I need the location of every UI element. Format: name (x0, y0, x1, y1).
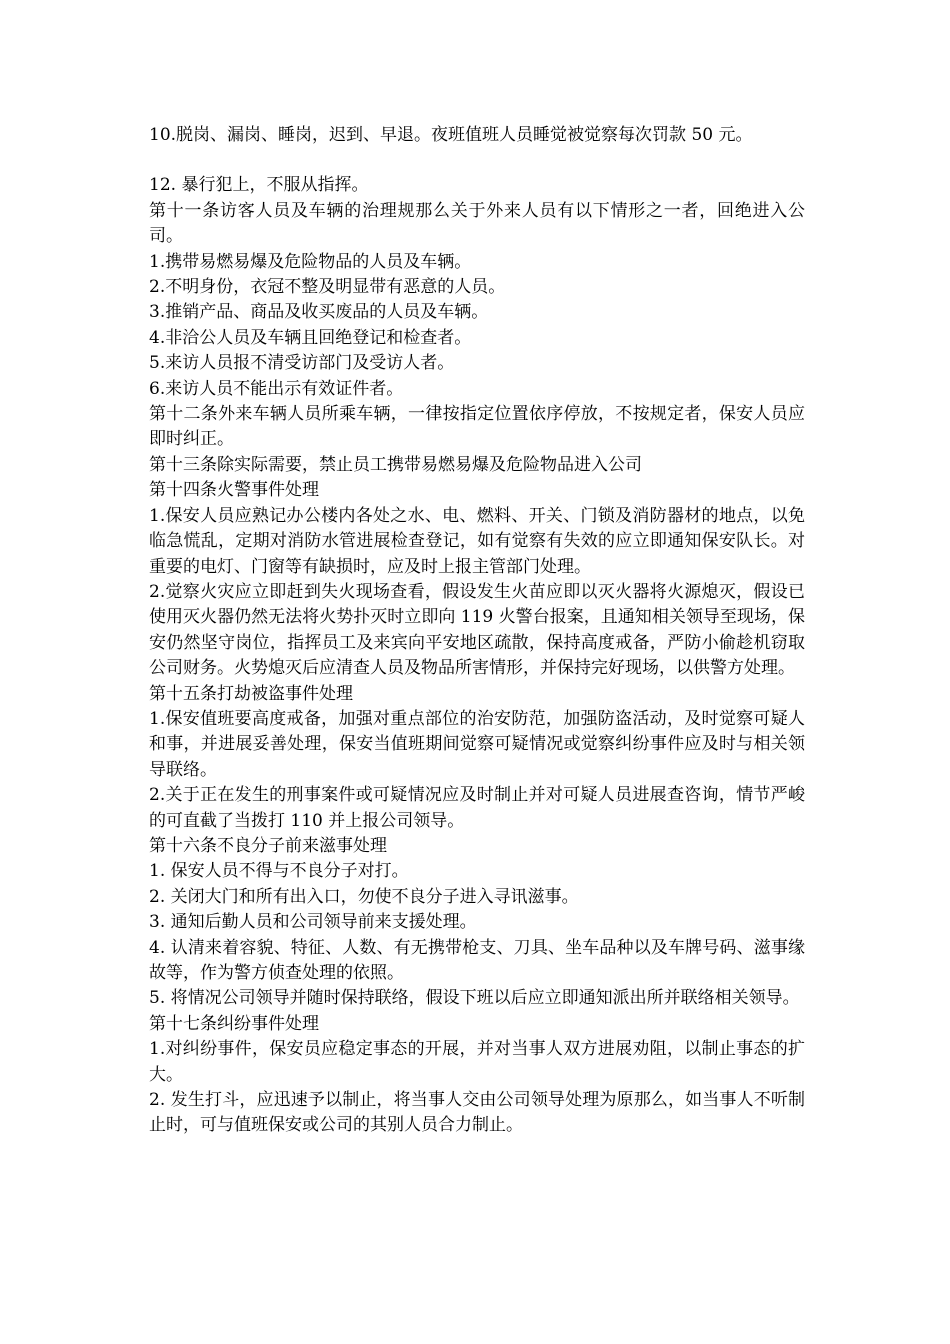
rule-line: 5.来访人员报不清受访部门及受访人者。 (149, 353, 455, 374)
article-heading: 第十五条打劫被盗事件处理 (149, 683, 353, 704)
article-heading: 第十七条纠纷事件处理 (149, 1013, 319, 1034)
rule-line: 1.保安值班要高度戒备，加强对重点部位的治安防范，加强防盗活动，及时觉察可疑人和事，并进展妥善处理，保安当值班期间觉察可疑情况或觉察纠纷事件应及时与相关领导联络。 (149, 708, 805, 780)
rule-line: 10.脱岗、漏岗、睡岗，迟到、早退。夜班值班人员睡觉被觉察每次罚款 50 元。 (149, 125, 753, 145)
rule-line: 1. 保安人员不得与不良分子对打。 (149, 861, 409, 882)
rule-line: 5. 将情况公司领导并随时保持联络，假设下班以后应立即通知派出所并联络相关领导。 (149, 988, 800, 1009)
rule-line: 2.关于正在发生的刑事案件或可疑情况应及时制止并对可疑人员进展查咨询，情节严峻的可直截了当拨打 110 并上报公司领导。 (149, 785, 805, 831)
rule-line: 4. 认清来着容貌、特征、人数、有无携带枪支、刀具、坐车品种以及车牌号码、滋事缘故等，作为警方侦查处理的依照。 (149, 937, 805, 983)
article-heading: 第十三条除实际需要，禁止员工携带易燃易爆及危险物品进入公司 (149, 454, 642, 475)
rule-line: 3. 通知后勤人员和公司领导前来支援处理。 (149, 912, 477, 933)
document-body (149, 123, 805, 1139)
rule-line: 1.对纠纷事件，保安员应稳定事态的开展，并对当事人双方进展劝阻，以制止事态的扩大。 (149, 1039, 805, 1085)
rule-line: 12. 暴行犯上，不服从指挥。 (149, 175, 369, 196)
rule-line: 1.携带易燃易爆及危险物品的人员及车辆。 (149, 251, 472, 272)
rule-line: 2.不明身份，衣冠不整及明显带有恶意的人员。 (149, 277, 506, 298)
article-heading: 第十一条访客人员及车辆的治理规那么关于外来人员有以下情形之一者，回绝进入公司。 (149, 200, 805, 247)
rule-line: 2.觉察火灾应立即赶到失火现场查看，假设发生火苗应即以灭火器将火源熄灭，假设已使用灭火器仍然无法将火势扑灭时立即向 119 火警台报案，且通知相关领导至现场，保安仍然坚守岗位，指挥员工及来宾向平安地区疏散，保持高度戒备，严防小偷趁机窃取公司财务。火势熄灭后应清查人员及物品所害情形，并保持完好现场，以供警方处理。 (149, 581, 805, 679)
rule-line: 1.保安人员应熟记办公楼内各处之水、电、燃料、开关、门锁及消防器材的地点，以免临急慌乱，定期对消防水管进展检查登记，如有觉察有失效的应立即通知保安队长。对重要的电灯、门窗等有缺损时，应及时上报主管部门处理。 (149, 505, 805, 577)
rule-line: 3.推销产品、商品及收买废品的人员及车辆。 (149, 302, 489, 323)
article-heading: 第十四条火警事件处理 (149, 480, 319, 501)
article-heading: 第十六条不良分子前来滋事处理 (149, 835, 387, 856)
article-heading: 第十二条外来车辆人员所乘车辆，一律按指定位置依序停放，不按规定者，保安人员应即时纠正。 (149, 404, 805, 450)
rule-line: 6.来访人员不能出示有效证件者。 (149, 378, 404, 399)
rule-line: 2. 发生打斗，应迅速予以制止，将当事人交由公司领导处理为原那么，如当事人不听制止时，可与值班保安或公司的其别人员合力制止。 (149, 1090, 805, 1136)
rule-line: 4.非洽公人员及车辆且回绝登记和检查者。 (149, 327, 472, 348)
blank-line (149, 148, 805, 173)
rule-line: 2. 关闭大门和所有出入口，勿使不良分子进入寻讯滋事。 (149, 886, 579, 907)
